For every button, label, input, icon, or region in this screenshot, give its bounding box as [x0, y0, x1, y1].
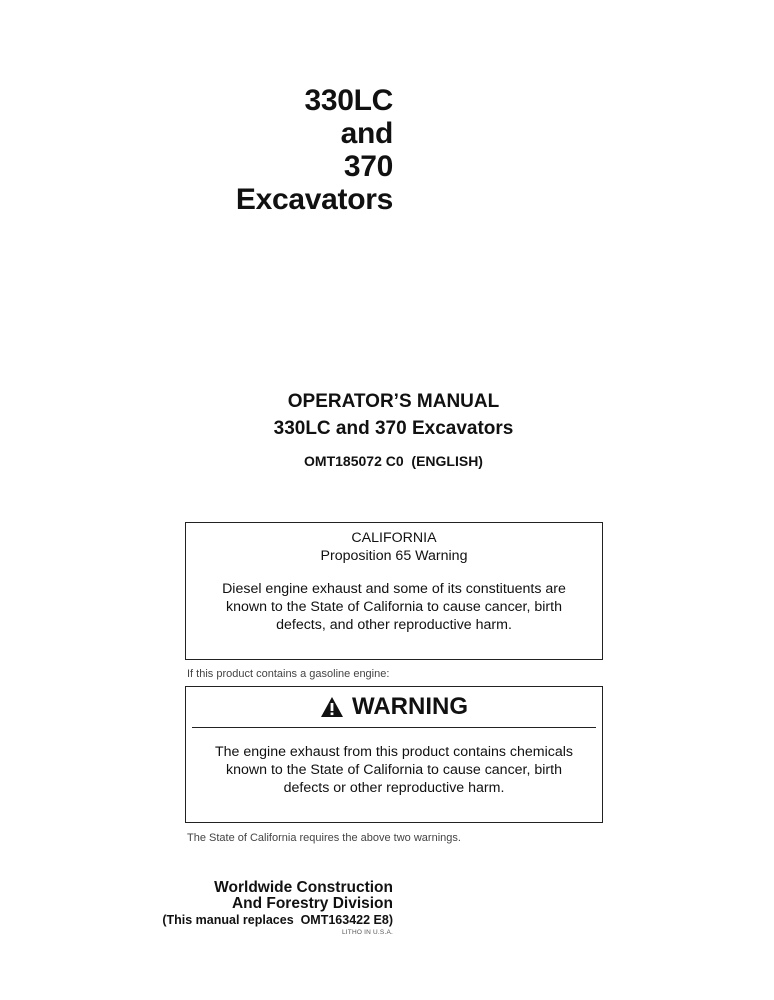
- division-footer: [162, 880, 393, 937]
- manual-heading-block: [0, 390, 774, 470]
- title-line-and: and: [340, 117, 393, 150]
- california-warning-box: [185, 522, 603, 660]
- division-line-1: Worldwide Construction: [214, 879, 393, 896]
- division-line-2: And Forestry Division: [231, 895, 393, 912]
- warning-text-line: The engine exhaust from this product contains chemicals: [214, 744, 574, 760]
- gasoline-warning-box: [185, 686, 603, 823]
- warning-triangle-icon: [320, 696, 344, 718]
- proposition-label: Proposition 65 Warning: [320, 548, 468, 564]
- title-line-model-2: 370: [343, 150, 393, 183]
- state-requirement-note: The State of California requires the above two warnings.: [187, 832, 461, 844]
- document-title: [236, 84, 393, 216]
- manual-subheading: 330LC and 370 Excavators: [273, 418, 514, 439]
- warning-heading: WARNING: [352, 693, 468, 720]
- gasoline-note: If this product contains a gasoline engine:: [187, 668, 390, 680]
- title-line-excavators: Excavators: [235, 183, 393, 216]
- manual-heading: OPERATOR’S MANUAL: [287, 391, 500, 412]
- manual-code: OMT185072 C0 (ENGLISH): [304, 453, 483, 469]
- warning-text-line: known to the State of California to cause cancer, birth: [226, 762, 562, 778]
- warning-text-line: defects or other reproductive harm.: [283, 780, 505, 796]
- replaces-note: (This manual replaces OMT163422 E8): [162, 913, 393, 927]
- california-text-line: Diesel engine exhaust and some of its constituents are: [222, 581, 566, 597]
- litho-mark: LITHO IN U.S.A.: [341, 929, 393, 936]
- california-text-line: known to the State of California to cause cancer, birth: [226, 599, 562, 615]
- warning-header: [192, 687, 596, 728]
- title-line-model-1: 330LC: [304, 84, 393, 117]
- california-text-line: defects, and other reproductive harm.: [276, 617, 512, 633]
- california-label: CALIFORNIA: [351, 530, 437, 546]
